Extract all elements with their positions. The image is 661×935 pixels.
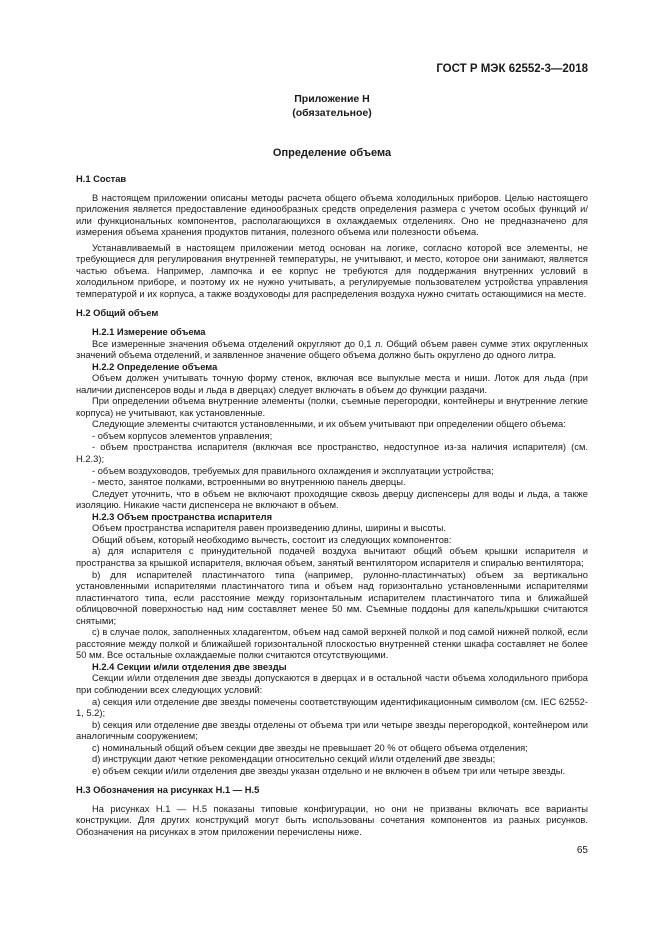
annex-title: Приложение Н [294, 93, 370, 105]
list-item: - объем воздуховодов, требуемых для правильного охлаждения и эксплуатации устройства; [92, 465, 494, 476]
list-item: b) для испарителей пластинчатого типа (например, рулонно-пластинчатых) объем за вертикально установленными испарителями пластинчатого типа и объем над горизонтально установленными испарителями пластинчатого типа, если расстояние между горизонтальным испарителем пластинчатого типа и ближайшей облицовочной поверхностью над ним составляет менее 50 мм. Съемные поддоны для капель/крышки считаются снятыми; [76, 569, 588, 626]
subsection-heading-h22: Н.2.2 Определение объема [92, 361, 218, 372]
main-title: Определение объема [272, 147, 392, 159]
section-heading-h1: Н.1 Состав [76, 174, 127, 184]
section-heading-h2: Н.2 Общий объем [76, 308, 159, 319]
list-item: d) инструкции дают четкие рекомендации относительно секций и/или отделений две звезды; [92, 754, 496, 765]
paragraph: Общий объем, который необходимо вычесть, состоит из следующих компонентов: [92, 534, 452, 545]
paragraph: Объем пространства испарителя равен произведению длины, ширины и высоты. [92, 523, 446, 534]
document-body [76, 174, 588, 839]
section-heading-h3: Н.3 Обозначения на рисунках Н.1 — Н.5 [76, 785, 260, 796]
annex-subtitle: (обязательное) [292, 107, 372, 119]
list-item: - место, занятое полками, встроенными во внутреннюю панель дверцы. [92, 477, 406, 488]
annex-heading [76, 92, 588, 120]
list-item: c) номинальный общий объем секции две звезды не превышает 20 % от общего объема отделения; [92, 742, 528, 753]
document-page [76, 0, 588, 935]
list-item: b) секция или отделение две звезды отделены от объема три или четыре звезды перегородкой, контейнером или аналогичным сооружением; [76, 719, 588, 742]
subsection-heading-h21: Н.2.1 Измерение объема [92, 327, 206, 338]
paragraph: Объем должен учитывать точную форму стенок, включая все выпуклые места и ниши. Лоток для льда (при наличии диспенсеров воды и льда в дверцах) следует включать в объем до функции раздачи. [76, 373, 588, 395]
list-item: - объем корпусов элементов управления; [92, 430, 273, 441]
standard-header: ГОСТ Р МЭК 62552-3—2018 [436, 63, 588, 75]
list-item: а) для испарителя с принудительной подачей воздуха вычитают общий объем крышки испарителя и пространства за крышкой испарителя, включая объем, занятый вентилятором испарителя и спиралью вентилятора; [76, 546, 588, 568]
paragraph: Секции и/или отделения две звезды допускаются в дверцах и в остальной части объема холодильного прибора при соблюдении всех следующих условий: [76, 673, 588, 695]
paragraph: На рисунках Н.1 — Н.5 показаны типовые конфигурации, но они не призваны включать все варианты конструкции. Для других конструкций могут быть использованы сочетания компонентов из разных рисунков. Обозначения на рисунках в этом приложении перечислены ниже. [76, 803, 588, 837]
paragraph: При определении объема внутренние элементы (полки, съемные перегородки, контейнеры и внутренние легкие корпуса) не учитывают, как установленные. [76, 396, 588, 418]
page-number: 65 [576, 845, 588, 856]
list-item: а) секция или отделение две звезды помечены соответствующим идентификационным символом (см. IEC 62552-1, 5.2); [76, 696, 588, 719]
subsection-heading-h24: Н.2.4 Секции и/или отделения две звезды [92, 661, 287, 672]
paragraph: Устанавливаемый в настоящем приложении метод основан на логике, согласно которой все элементы, не требующиеся для регулирования внутренней температуры, не учитывают, и место, которое они занимают, является частью объема. Например, лампочка и ее корпус не требуются для поддержания внутренних условий в холодильном приборе, и поэтому их не нужно учитывать, а регулируемые пользователем устройства управления температурой и их корпуса, а также воздуховоды для распределения воздуха нужно считать остающимися на месте. [76, 242, 588, 299]
list-item: e) объем секции и/или отделения две звезды указан отдельно и не включен в объем три или четыре звезды. [92, 765, 566, 776]
paragraph: Все измеренные значения объема отделений округляют до 0,1 л. Общий объем равен сумме этих округленных значений объема отделений, и заявленное значение общего объема должно быть округлено до одного литра. [76, 338, 588, 361]
paragraph: Следует уточнить, что в объем не включают проходящие сквозь дверцу диспенсеры для воды и льда, а также изоляцию. Никакие части диспенсера не включают в объем. [76, 488, 588, 511]
paragraph: Следующие элементы считаются установленными, и их объем учитывают при определении общего объема: [92, 419, 566, 430]
list-item: c) в случае полок, заполненных хладагентом, объем над самой верхней полкой и под самой нижней полкой, если расстояние между полкой и ближайшей горизонтальной плоскостью внутренней стенки шкафа составляет не более 50 мм. Все остальные охлаждаемые полки считаются отсутствующими. [76, 627, 588, 661]
subsection-heading-h23: Н.2.3 Объем пространства испарителя [92, 511, 273, 522]
list-item: - объем пространства испарителя (включая все пространство, недоступное из-за наличия испарителя) (см. Н.2.3); [76, 442, 588, 465]
paragraph: В настоящем приложении описаны методы расчета общего объема холодильных приборов. Целью настоящего приложения является предоставление единообразных средств определения размера с учетом особых функций и/или функциональных компонентов, располагающихся в охлаждаемых отделениях. Оно не предназначено для измерения объема хранения продуктов питания, полезного объема или полезности объема. [76, 192, 588, 238]
